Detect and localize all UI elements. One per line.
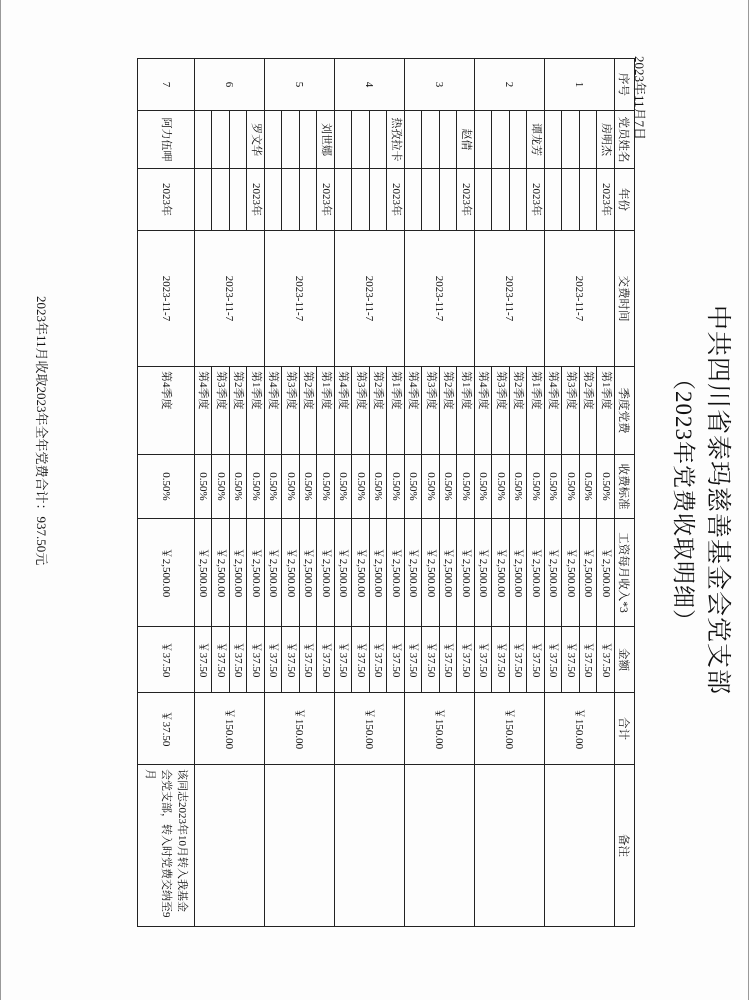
cell-year: 2023年 (597, 169, 615, 231)
cell-quarter: 第3季度 (352, 367, 370, 455)
cell-total: ￥37.50 (138, 693, 195, 765)
cell-pay-time: 2023-11-7 (545, 231, 615, 367)
cell-member-name-empty (230, 111, 248, 169)
cell-base: ￥2,500.00 (405, 519, 423, 627)
cell-rate: 0.50% (597, 455, 615, 519)
cell-base: ￥2,500.00 (282, 519, 300, 627)
cell-member-name: 赵倩 (457, 111, 475, 169)
cell-member-name-empty (370, 111, 388, 169)
cell-note (475, 765, 545, 927)
cell-base: ￥2,500.00 (247, 519, 265, 627)
cell-seq: 1 (545, 59, 615, 111)
cell-pay-time: 2023-11-7 (335, 231, 405, 367)
cell-member-name: 罗文华 (247, 111, 265, 169)
cell-rate: 0.50% (492, 455, 510, 519)
cell-base: ￥2,500.00 (317, 519, 335, 627)
cell-quarter: 第3季度 (422, 367, 440, 455)
cell-amount: ￥37.50 (422, 627, 440, 693)
cell-year-empty (370, 169, 388, 231)
cell-base: ￥2,500.00 (597, 519, 615, 627)
cell-base: ￥2,500.00 (352, 519, 370, 627)
cell-note (195, 765, 265, 927)
cell-total: ￥150.00 (195, 693, 265, 765)
cell-quarter: 第1季度 (597, 367, 615, 455)
cell-seq: 5 (265, 59, 335, 111)
cell-rate: 0.50% (300, 455, 318, 519)
cell-base: ￥2,500.00 (440, 519, 458, 627)
cell-year: 2023年 (317, 169, 335, 231)
col-header-name: 党员姓名 (615, 111, 635, 169)
cell-total: ￥150.00 (265, 693, 335, 765)
cell-year-empty (545, 169, 563, 231)
cell-member-name-empty (510, 111, 528, 169)
cell-quarter: 第4季度 (195, 367, 213, 455)
cell-note (335, 765, 405, 927)
cell-quarter: 第1季度 (527, 367, 545, 455)
cell-quarter: 第3季度 (212, 367, 230, 455)
cell-rate: 0.50% (370, 455, 388, 519)
cell-base: ￥2,500.00 (510, 519, 528, 627)
cell-amount: ￥37.50 (282, 627, 300, 693)
cell-amount: ￥37.50 (510, 627, 528, 693)
cell-amount: ￥37.50 (265, 627, 283, 693)
cell-quarter: 第1季度 (457, 367, 475, 455)
cell-pay-time: 2023-11-7 (138, 231, 195, 367)
cell-seq: 2 (475, 59, 545, 111)
cell-amount: ￥37.50 (247, 627, 265, 693)
cell-rate: 0.50% (195, 455, 213, 519)
cell-base: ￥2,500.00 (335, 519, 353, 627)
cell-rate: 0.50% (510, 455, 528, 519)
cell-base: ￥2,500.00 (422, 519, 440, 627)
cell-quarter: 第2季度 (230, 367, 248, 455)
cell-rate: 0.50% (405, 455, 423, 519)
cell-member-name-empty (212, 111, 230, 169)
cell-member-name-empty (300, 111, 318, 169)
cell-amount: ￥37.50 (580, 627, 598, 693)
cell-year-empty (440, 169, 458, 231)
cell-quarter: 第4季度 (545, 367, 563, 455)
cell-amount: ￥37.50 (527, 627, 545, 693)
cell-amount: ￥37.50 (405, 627, 423, 693)
col-header-base: 工资每月收入*3 (615, 519, 635, 627)
cell-year-empty (580, 169, 598, 231)
cell-rate: 0.50% (457, 455, 475, 519)
cell-quarter: 第2季度 (580, 367, 598, 455)
cell-member-name-empty (282, 111, 300, 169)
cell-member-name-empty (195, 111, 213, 169)
table-row (138, 59, 195, 927)
cell-amount: ￥37.50 (317, 627, 335, 693)
cell-member-name-empty (405, 111, 423, 169)
cell-amount: ￥37.50 (370, 627, 388, 693)
cell-quarter: 第1季度 (317, 367, 335, 455)
cell-quarter: 第4季度 (265, 367, 283, 455)
cell-amount: ￥37.50 (300, 627, 318, 693)
cell-total: ￥150.00 (475, 693, 545, 765)
table-body (138, 59, 615, 927)
cell-quarter: 第4季度 (138, 367, 195, 455)
cell-member-name: 房明杰 (597, 111, 615, 169)
cell-total: ￥150.00 (545, 693, 615, 765)
cell-rate: 0.50% (265, 455, 283, 519)
cell-year-empty (475, 169, 493, 231)
cell-quarter: 第4季度 (335, 367, 353, 455)
cell-seq: 7 (138, 59, 195, 111)
col-header-total: 合计 (615, 693, 635, 765)
cell-rate: 0.50% (580, 455, 598, 519)
cell-seq: 4 (335, 59, 405, 111)
cell-base: ￥2,500.00 (545, 519, 563, 627)
col-header-rate: 收费标准 (615, 455, 635, 519)
cell-base: ￥2,500.00 (212, 519, 230, 627)
cell-base: ￥2,500.00 (387, 519, 405, 627)
table-row (317, 59, 335, 927)
document-date: 2023年11月7日 (632, 56, 647, 141)
table-row (247, 59, 265, 927)
document-subtitle: （2023年党费收取明细） (671, 367, 696, 633)
cell-base: ￥2,500.00 (230, 519, 248, 627)
cell-rate: 0.50% (212, 455, 230, 519)
cell-base: ￥2,500.00 (562, 519, 580, 627)
cell-rate: 0.50% (545, 455, 563, 519)
cell-quarter: 第1季度 (387, 367, 405, 455)
cell-year-empty (300, 169, 318, 231)
cell-amount: ￥37.50 (335, 627, 353, 693)
cell-quarter: 第1季度 (247, 367, 265, 455)
cell-member-name-empty (545, 111, 563, 169)
cell-base: ￥2,500.00 (265, 519, 283, 627)
cell-member-name: 刘世娜 (317, 111, 335, 169)
cell-rate: 0.50% (527, 455, 545, 519)
cell-year-empty (492, 169, 510, 231)
cell-quarter: 第2季度 (440, 367, 458, 455)
cell-rate: 0.50% (282, 455, 300, 519)
cell-total: ￥150.00 (405, 693, 475, 765)
cell-quarter: 第2季度 (510, 367, 528, 455)
cell-year-empty (195, 169, 213, 231)
cell-note (545, 765, 615, 927)
cell-amount: ￥37.50 (230, 627, 248, 693)
cell-base: ￥2,500.00 (580, 519, 598, 627)
footer-summary: 2023年11月收取2023年全年党费合计：937.50元 (34, 296, 49, 566)
cell-note: 该同志2023年10月转入我基金会党支部，转入时党费交纳至9月 (138, 765, 195, 927)
col-header-note: 备注 (615, 765, 635, 927)
cell-member-name-empty (580, 111, 598, 169)
cell-amount: ￥37.50 (387, 627, 405, 693)
cell-year-empty (352, 169, 370, 231)
cell-base: ￥2,500.00 (492, 519, 510, 627)
cell-amount: ￥37.50 (212, 627, 230, 693)
cell-seq: 3 (405, 59, 475, 111)
col-header-seq: 序号 (615, 59, 635, 111)
cell-total: ￥150.00 (335, 693, 405, 765)
cell-base: ￥2,500.00 (138, 519, 195, 627)
cell-base: ￥2,500.00 (457, 519, 475, 627)
cell-member-name-empty (335, 111, 353, 169)
cell-member-name: 谭龙芳 (527, 111, 545, 169)
cell-amount: ￥37.50 (138, 627, 195, 693)
cell-member-name-empty (492, 111, 510, 169)
cell-base: ￥2,500.00 (300, 519, 318, 627)
cell-note (265, 765, 335, 927)
cell-member-name-empty (562, 111, 580, 169)
cell-quarter: 第2季度 (300, 367, 318, 455)
cell-rate: 0.50% (387, 455, 405, 519)
cell-amount: ￥37.50 (457, 627, 475, 693)
col-header-time: 交费时间 (615, 231, 635, 367)
cell-year-empty (405, 169, 423, 231)
cell-year-empty (265, 169, 283, 231)
cell-year: 2023年 (138, 169, 195, 231)
cell-pay-time: 2023-11-7 (405, 231, 475, 367)
cell-member-name-empty (475, 111, 493, 169)
cell-rate: 0.50% (138, 455, 195, 519)
cell-pay-time: 2023-11-7 (195, 231, 265, 367)
cell-amount: ￥37.50 (440, 627, 458, 693)
cell-member-name: 阿力伍呷 (138, 111, 195, 169)
cell-rate: 0.50% (335, 455, 353, 519)
cell-year-empty (282, 169, 300, 231)
cell-quarter: 第3季度 (282, 367, 300, 455)
cell-year-empty (422, 169, 440, 231)
cell-seq: 6 (195, 59, 265, 111)
cell-rate: 0.50% (475, 455, 493, 519)
cell-year-empty (562, 169, 580, 231)
cell-amount: ￥37.50 (562, 627, 580, 693)
cell-amount: ￥37.50 (352, 627, 370, 693)
cell-year: 2023年 (527, 169, 545, 231)
cell-year-empty (230, 169, 248, 231)
cell-pay-time: 2023-11-7 (265, 231, 335, 367)
cell-quarter: 第4季度 (405, 367, 423, 455)
cell-rate: 0.50% (317, 455, 335, 519)
cell-base: ￥2,500.00 (527, 519, 545, 627)
cell-rate: 0.50% (440, 455, 458, 519)
cell-amount: ￥37.50 (475, 627, 493, 693)
table-row (457, 59, 475, 927)
cell-rate: 0.50% (230, 455, 248, 519)
cell-quarter: 第3季度 (492, 367, 510, 455)
cell-pay-time: 2023-11-7 (475, 231, 545, 367)
cell-quarter: 第3季度 (562, 367, 580, 455)
cell-amount: ￥37.50 (492, 627, 510, 693)
col-header-amount: 金额 (615, 627, 635, 693)
cell-member-name: 热孜拉卡 (387, 111, 405, 169)
col-header-quarter: 季度党费 (615, 367, 635, 455)
cell-year-empty (510, 169, 528, 231)
cell-year-empty (335, 169, 353, 231)
cell-note (405, 765, 475, 927)
cell-member-name-empty (352, 111, 370, 169)
cell-rate: 0.50% (247, 455, 265, 519)
cell-base: ￥2,500.00 (370, 519, 388, 627)
dues-table (137, 58, 635, 927)
cell-rate: 0.50% (562, 455, 580, 519)
col-header-year: 年份 (615, 169, 635, 231)
cell-base: ￥2,500.00 (475, 519, 493, 627)
cell-rate: 0.50% (352, 455, 370, 519)
cell-rate: 0.50% (422, 455, 440, 519)
cell-quarter: 第2季度 (370, 367, 388, 455)
cell-year: 2023年 (387, 169, 405, 231)
document-title: 中共四川省泰玛慈善基金会党支部 (704, 304, 731, 695)
table-row (387, 59, 405, 927)
cell-member-name-empty (440, 111, 458, 169)
cell-amount: ￥37.50 (195, 627, 213, 693)
table-header-row (615, 59, 635, 927)
cell-year: 2023年 (457, 169, 475, 231)
cell-year-empty (212, 169, 230, 231)
table-row (597, 59, 615, 927)
cell-base: ￥2,500.00 (195, 519, 213, 627)
cell-amount: ￥37.50 (597, 627, 615, 693)
table-row (527, 59, 545, 927)
cell-year: 2023年 (247, 169, 265, 231)
cell-amount: ￥37.50 (545, 627, 563, 693)
cell-member-name-empty (422, 111, 440, 169)
cell-quarter: 第4季度 (475, 367, 493, 455)
cell-member-name-empty (265, 111, 283, 169)
